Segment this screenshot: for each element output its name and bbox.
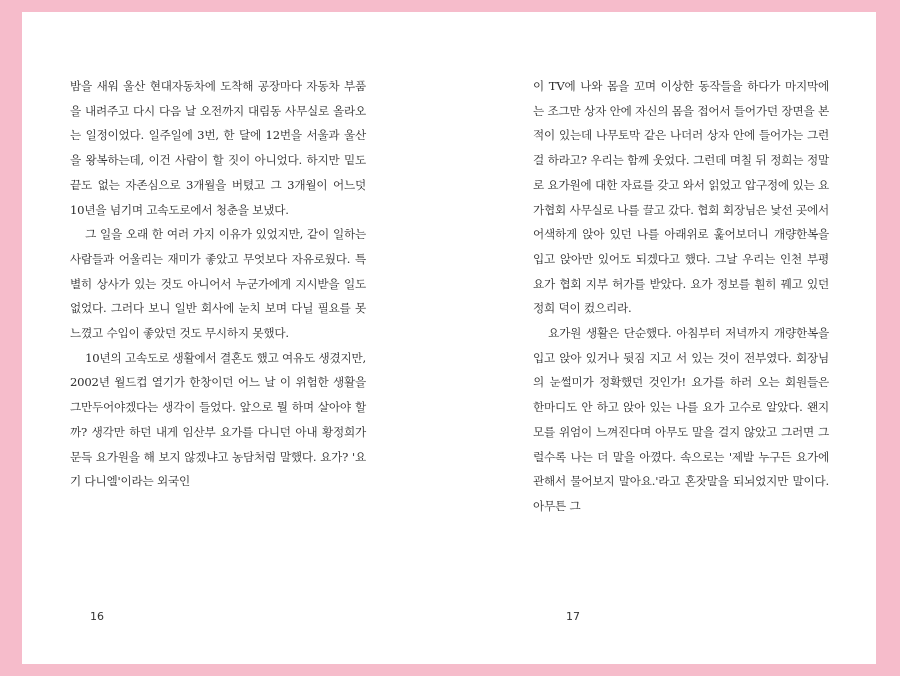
- paragraph: 요가원 생활은 단순했다. 아침부터 저녁까지 개량한복을 입고 앉아 있거나 뒷짐 지고 서 있는 것이 전부였다. 회장님의 눈썰미가 정확했던 것인가! 요가를 하러 오는 회원들은 한마디도 안 하고 앉아 있는 나를 요가 고수로 알았다. 왠지 모를 위엄이 느껴진다며 아무도 말을 걸지 않았고 그러면 그럴수록 나는 더 말을 아꼈다. 속으로는 '제발 누구든 요가에 관해서 물어보지 말아요.'라고 혼잣말을 되뇌었지만 말이다. 아무튼 그: [533, 326, 829, 513]
- paragraph: 10년의 고속도로 생활에서 결혼도 했고 여유도 생겼지만, 2002년 월드컵 열기가 한창이던 어느 날 이 위험한 생활을 그만두어야겠다는 생각이 들었다. 앞으로 뭘 하며 살아야 할까? 생각만 하던 내게 임산부 요가를 다니던 아내 황정희가 문득 요가원을 해 보지 않겠냐고 농담처럼 말했다. 요가? '요기 다니엘'이라는 외국인: [70, 350, 366, 489]
- paragraph: 그 일을 오래 한 여러 가지 이유가 있었지만, 같이 일하는 사람들과 어울리는 재미가 좋았고 무엇보다 자유로웠다. 특별히 상사가 있는 것도 아니어서 누군가에게 지시받을 일도 없었다. 그러다 보니 일반 회사에 눈치 보며 다닐 필요를 못 느꼈고 수입이 좋았던 것도 무시하지 못했다.: [70, 227, 366, 341]
- page-number-left: 16: [90, 610, 104, 623]
- paragraph: 밤을 새워 울산 현대자동차에 도착해 공장마다 자동차 부품을 내려주고 다시 다음 날 오전까지 대림동 사무실로 올라오는 일정이었다. 일주일에 3번, 한 달에 12번을 서울과 울산을 왕복하는데, 이건 사람이 할 짓이 아니었다. 하지만 밑도 끝도 없는 자존심으로 3개월을 버텼고 그 3개월이 어느덧 10년을 넘기며 고속도로에서 청춘을 보냈다.: [70, 79, 366, 217]
- right-page: [533, 74, 829, 519]
- left-page: [70, 74, 366, 494]
- page-number-right: 17: [566, 610, 580, 623]
- book-spread: [22, 12, 876, 664]
- paragraph: 이 TV에 나와 몸을 꼬며 이상한 동작들을 하다가 마지막에는 조그만 상자 안에 자신의 몸을 접어서 들어가던 장면을 본 적이 있는데 나무토막 같은 나더러 상자 안에 들어가는 그런 걸 하라고? 우리는 함께 웃었다. 그런데 며칠 뒤 정희는 정말로 요가원에 대한 자료를 갖고 와서 읽었고 압구정에 있는 요가협회 사무실로 나를 끌고 갔다. 협회 회장님은 낯선 곳에서 어색하게 앉아 있던 나를 아래위로 훑어보더니 개량한복을 입고 앉아만 있어도 되겠다고 했다. 그날 우리는 인천 부평 요가 협회 지부 허가를 받았다. 요가 정보를 훤히 꿰고 있던 정희 덕이 컸으리라.: [533, 79, 829, 316]
